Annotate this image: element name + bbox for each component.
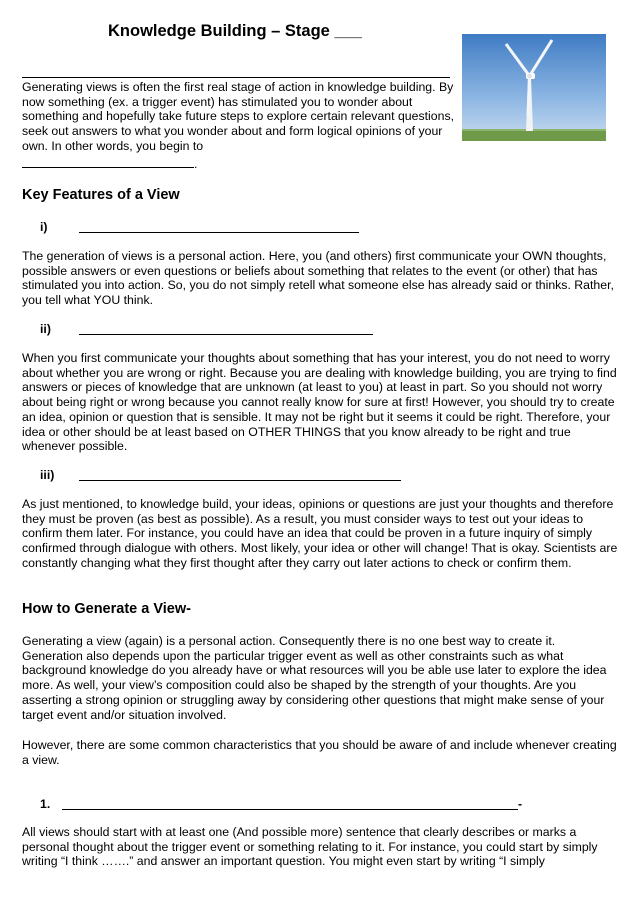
characteristic-1-number: 1.	[40, 797, 51, 811]
how-to-heading: How to Generate a View-	[22, 601, 191, 617]
characteristic-1-blank[interactable]	[62, 809, 518, 810]
characteristic-1-end: -	[518, 797, 523, 811]
feature-iii-numeral: iii)	[40, 468, 55, 482]
wind-turbine-photo	[462, 34, 606, 141]
feature-iii-text: As just mentioned, to knowledge build, your ideas, opinions or questions are just your thoughts and therefore they must be proven (as best as possible). As a result, you must consider ways to test out your ideas to confirm them later. For instance, you could have an idea that could be proven in a future inquiry of simply confirmed through dialogue with others. Most likely, your idea or other will change! That is okay. Scientists are constantly changing what they first thought after they carry out later actions to check or confirm them.	[22, 497, 618, 570]
how-to-paragraph-2: However, there are some common characteristics that you should be aware of and include whenever creating a view.	[22, 738, 617, 767]
characteristic-1-label	[40, 797, 523, 812]
how-to-paragraph-3: All views should start with at least one (And possible more) sentence that clearly describes or marks a personal thought about the trigger event or something relating to it. For instance, you could start by simply writing “I think …….” and answer an important question. You might even start by writing “I simply	[22, 825, 598, 869]
feature-i-blank[interactable]	[79, 232, 359, 233]
feature-ii-numeral: ii)	[40, 322, 51, 336]
feature-iii-blank[interactable]	[79, 480, 401, 481]
feature-iii-label	[40, 468, 54, 483]
feature-ii-blank[interactable]	[79, 334, 373, 335]
intro-end: .	[194, 156, 198, 171]
feature-i-text: The generation of views is a personal action. Here, you (and others) first communicate your OWN thoughts, possible answers or even questions or beliefs about something that relates to the event (or other) that has stimulated you into action. So, you do not simply retell what someone else has already said or thinks. Rather, you tell what YOU think.	[22, 249, 614, 308]
intro-text: Generating views is often the first real stage of action in knowledge building. By now something (ex. a trigger event) has stimulated you to wonder about something and hopefully take future steps to explore certain relevant questions, seek out answers to what you wonder about and form logical opinions of your own. In other words, you begin to	[22, 80, 455, 153]
key-features-heading: Key Features of a View	[22, 187, 180, 203]
feature-i-label	[40, 220, 48, 235]
feature-ii-text: When you first communicate your thoughts about something that has your interest, you do not need to worry about whether you are wrong or right. Because you are dealing with knowledge building, you are trying to find answers or pieces of knowledge that are unknown (at least to you) at least in part. So you should not worry about being right or wrong because you cannot really know for sure at first! However, you should try to create an idea, opinion or question that is sensible. It may not be right but it seems it could be right. Therefore, your idea or other should be at least based on OTHER THINGS that you know already to be right and true whenever possible.	[22, 351, 617, 454]
intro-blank[interactable]	[22, 154, 194, 168]
feature-ii-label	[40, 322, 51, 337]
title-underline	[22, 77, 450, 78]
intro-paragraph	[22, 80, 467, 171]
feature-i-numeral: i)	[40, 220, 48, 234]
page-title: Knowledge Building – Stage ___	[108, 22, 362, 40]
how-to-paragraph-1: Generating a view (again) is a personal action. Consequently there is no one best way to create it. Generation also depends upon the particular trigger event as well as other constraints such as what background knowledge do you already have or what resources will you be able use later to explore the idea more. As well, your view’s composition could also be shaped by the strength of your thoughts. Are you asserting a strong opinion or struggling away by considering other questions that might make sense of your target event and/or situation involved.	[22, 634, 607, 722]
